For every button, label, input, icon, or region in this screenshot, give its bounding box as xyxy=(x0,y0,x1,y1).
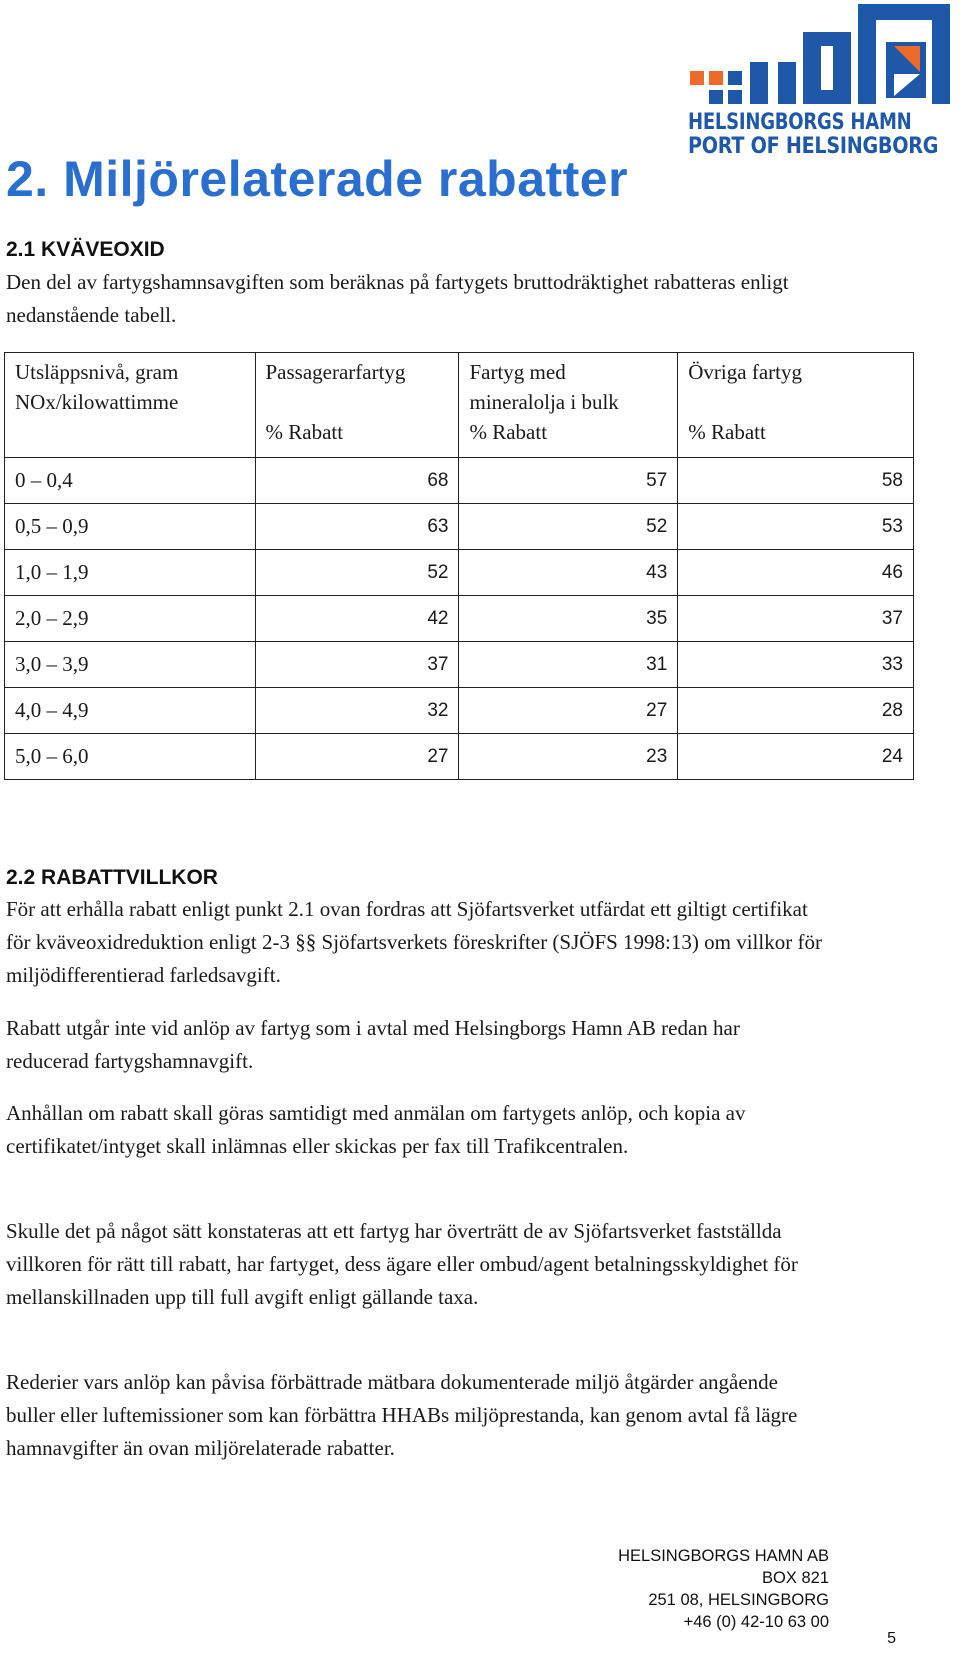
table-cell-value: 57 xyxy=(459,458,678,504)
table-header-cell xyxy=(5,353,256,458)
header-line: % Rabatt xyxy=(688,420,766,444)
helsingborgs-hamn-logo xyxy=(688,2,956,162)
discount-table xyxy=(4,352,914,780)
table-cell-value: 37 xyxy=(678,596,914,642)
page-title: 2. Miljörelaterade rabatter xyxy=(6,151,629,207)
table-cell-value: 27 xyxy=(459,688,678,734)
table-cell-value: 58 xyxy=(678,458,914,504)
table-cell-range: 2,0 – 2,9 xyxy=(5,596,256,642)
header-line: Fartyg med xyxy=(469,360,566,384)
table-cell-value: 52 xyxy=(255,550,459,596)
table-header-cell xyxy=(678,353,914,458)
table-cell-value: 52 xyxy=(459,504,678,550)
table-row xyxy=(5,596,914,642)
logo-text-line1: HELSINGBORGS HAMN xyxy=(688,110,912,135)
section-intro-text: Den del av fartygshamnsavgiften som beräknas på fartygets bruttodräktighet rabatteras enligt nedanstående tabell. xyxy=(6,270,789,327)
table-row xyxy=(5,550,914,596)
footer-address xyxy=(618,1545,829,1633)
page-number: 5 xyxy=(887,1630,896,1647)
table-cell-value: 24 xyxy=(678,734,914,780)
header-line: NOx/kilowattimme xyxy=(15,390,179,414)
footer-phone: +46 (0) 42-10 63 00 xyxy=(683,1613,829,1631)
table-cell-range: 3,0 – 3,9 xyxy=(5,642,256,688)
table-cell-range: 4,0 – 4,9 xyxy=(5,688,256,734)
section-paragraph: Skulle det på något sätt konstateras att ett fartyg har överträtt de av Sjöfartsverket fastställda villkoren för rätt till rabatt, har fartyget, dess ägare eller ombud/agent betalningsskyldighet för mellanskillnaden upp till full avgift enligt gällande taxa. xyxy=(6,1219,798,1309)
table-row xyxy=(5,504,914,550)
table-cell-value: 43 xyxy=(459,550,678,596)
footer-box: BOX 821 xyxy=(762,1569,829,1587)
section-paragraph: För att erhålla rabatt enligt punkt 2.1 ovan fordras att Sjöfartsverket utfärdat ett giltigt certifikat för kväveoxidreduktion enligt 2-3 §§ Sjöfartsverkets föreskrifter (SJÖFS 1998:13) om villkor för miljödifferentierad farledsavgift. xyxy=(6,897,822,987)
table-cell-value: 27 xyxy=(255,734,459,780)
table-header-cell xyxy=(255,353,459,458)
table-cell-value: 31 xyxy=(459,642,678,688)
table-row xyxy=(5,688,914,734)
header-line: Utsläppsnivå, gram xyxy=(15,360,179,384)
table-header-row xyxy=(5,353,914,458)
table-cell-value: 33 xyxy=(678,642,914,688)
table-row xyxy=(5,642,914,688)
footer-company: HELSINGBORGS HAMN AB xyxy=(618,1547,829,1565)
section-heading-rabattvillkor: 2.2 RABATTVILLKOR xyxy=(6,866,218,889)
table-cell-range: 1,0 – 1,9 xyxy=(5,550,256,596)
table-cell-range: 0 – 0,4 xyxy=(5,458,256,504)
table-cell-value: 35 xyxy=(459,596,678,642)
header-line: Övriga fartyg xyxy=(688,360,802,384)
table-cell-value: 53 xyxy=(678,504,914,550)
table-cell-value: 46 xyxy=(678,550,914,596)
table-cell-value: 32 xyxy=(255,688,459,734)
table-cell-range: 0,5 – 0,9 xyxy=(5,504,256,550)
header-line: % Rabatt xyxy=(469,420,548,444)
table-cell-value: 63 xyxy=(255,504,459,550)
section-heading-kvaveoxid: 2.1 KVÄVEOXID xyxy=(6,238,165,261)
header-line: % Rabatt xyxy=(265,420,344,444)
table-cell-range: 5,0 – 6,0 xyxy=(5,734,256,780)
footer-city: 251 08, HELSINGBORG xyxy=(648,1591,829,1609)
section-paragraph: Rabatt utgår inte vid anlöp av fartyg som i avtal med Helsingborgs Hamn AB redan har reducerad fartygshamnavgift. xyxy=(6,1016,740,1073)
table-header-cell xyxy=(459,353,678,458)
table-cell-value: 68 xyxy=(255,458,459,504)
table-cell-value: 28 xyxy=(678,688,914,734)
table-row xyxy=(5,458,914,504)
section-paragraph: Anhållan om rabatt skall göras samtidigt med anmälan om fartygets anlöp, och kopia av certifikatet/intyget skall inlämnas eller skickas per fax till Trafikcentralen. xyxy=(6,1101,746,1158)
header-line: Passagerarfartyg xyxy=(265,360,406,384)
logo-text-line2: PORT OF HELSINGBORG xyxy=(688,134,939,159)
table-cell-value: 37 xyxy=(255,642,459,688)
section-paragraph: Rederier vars anlöp kan påvisa förbättrade mätbara dokumenterade miljö åtgärder angående buller eller luftemissioner som kan förbättra HHABs miljöprestanda, kan genom avtal få lägre hamnavgifter än ovan miljörelaterade rabatter. xyxy=(6,1370,798,1460)
table-cell-value: 23 xyxy=(459,734,678,780)
table-cell-value: 42 xyxy=(255,596,459,642)
header-line: mineralolja i bulk xyxy=(469,390,619,414)
logo-mark-icon xyxy=(688,2,956,110)
table-row xyxy=(5,734,914,780)
